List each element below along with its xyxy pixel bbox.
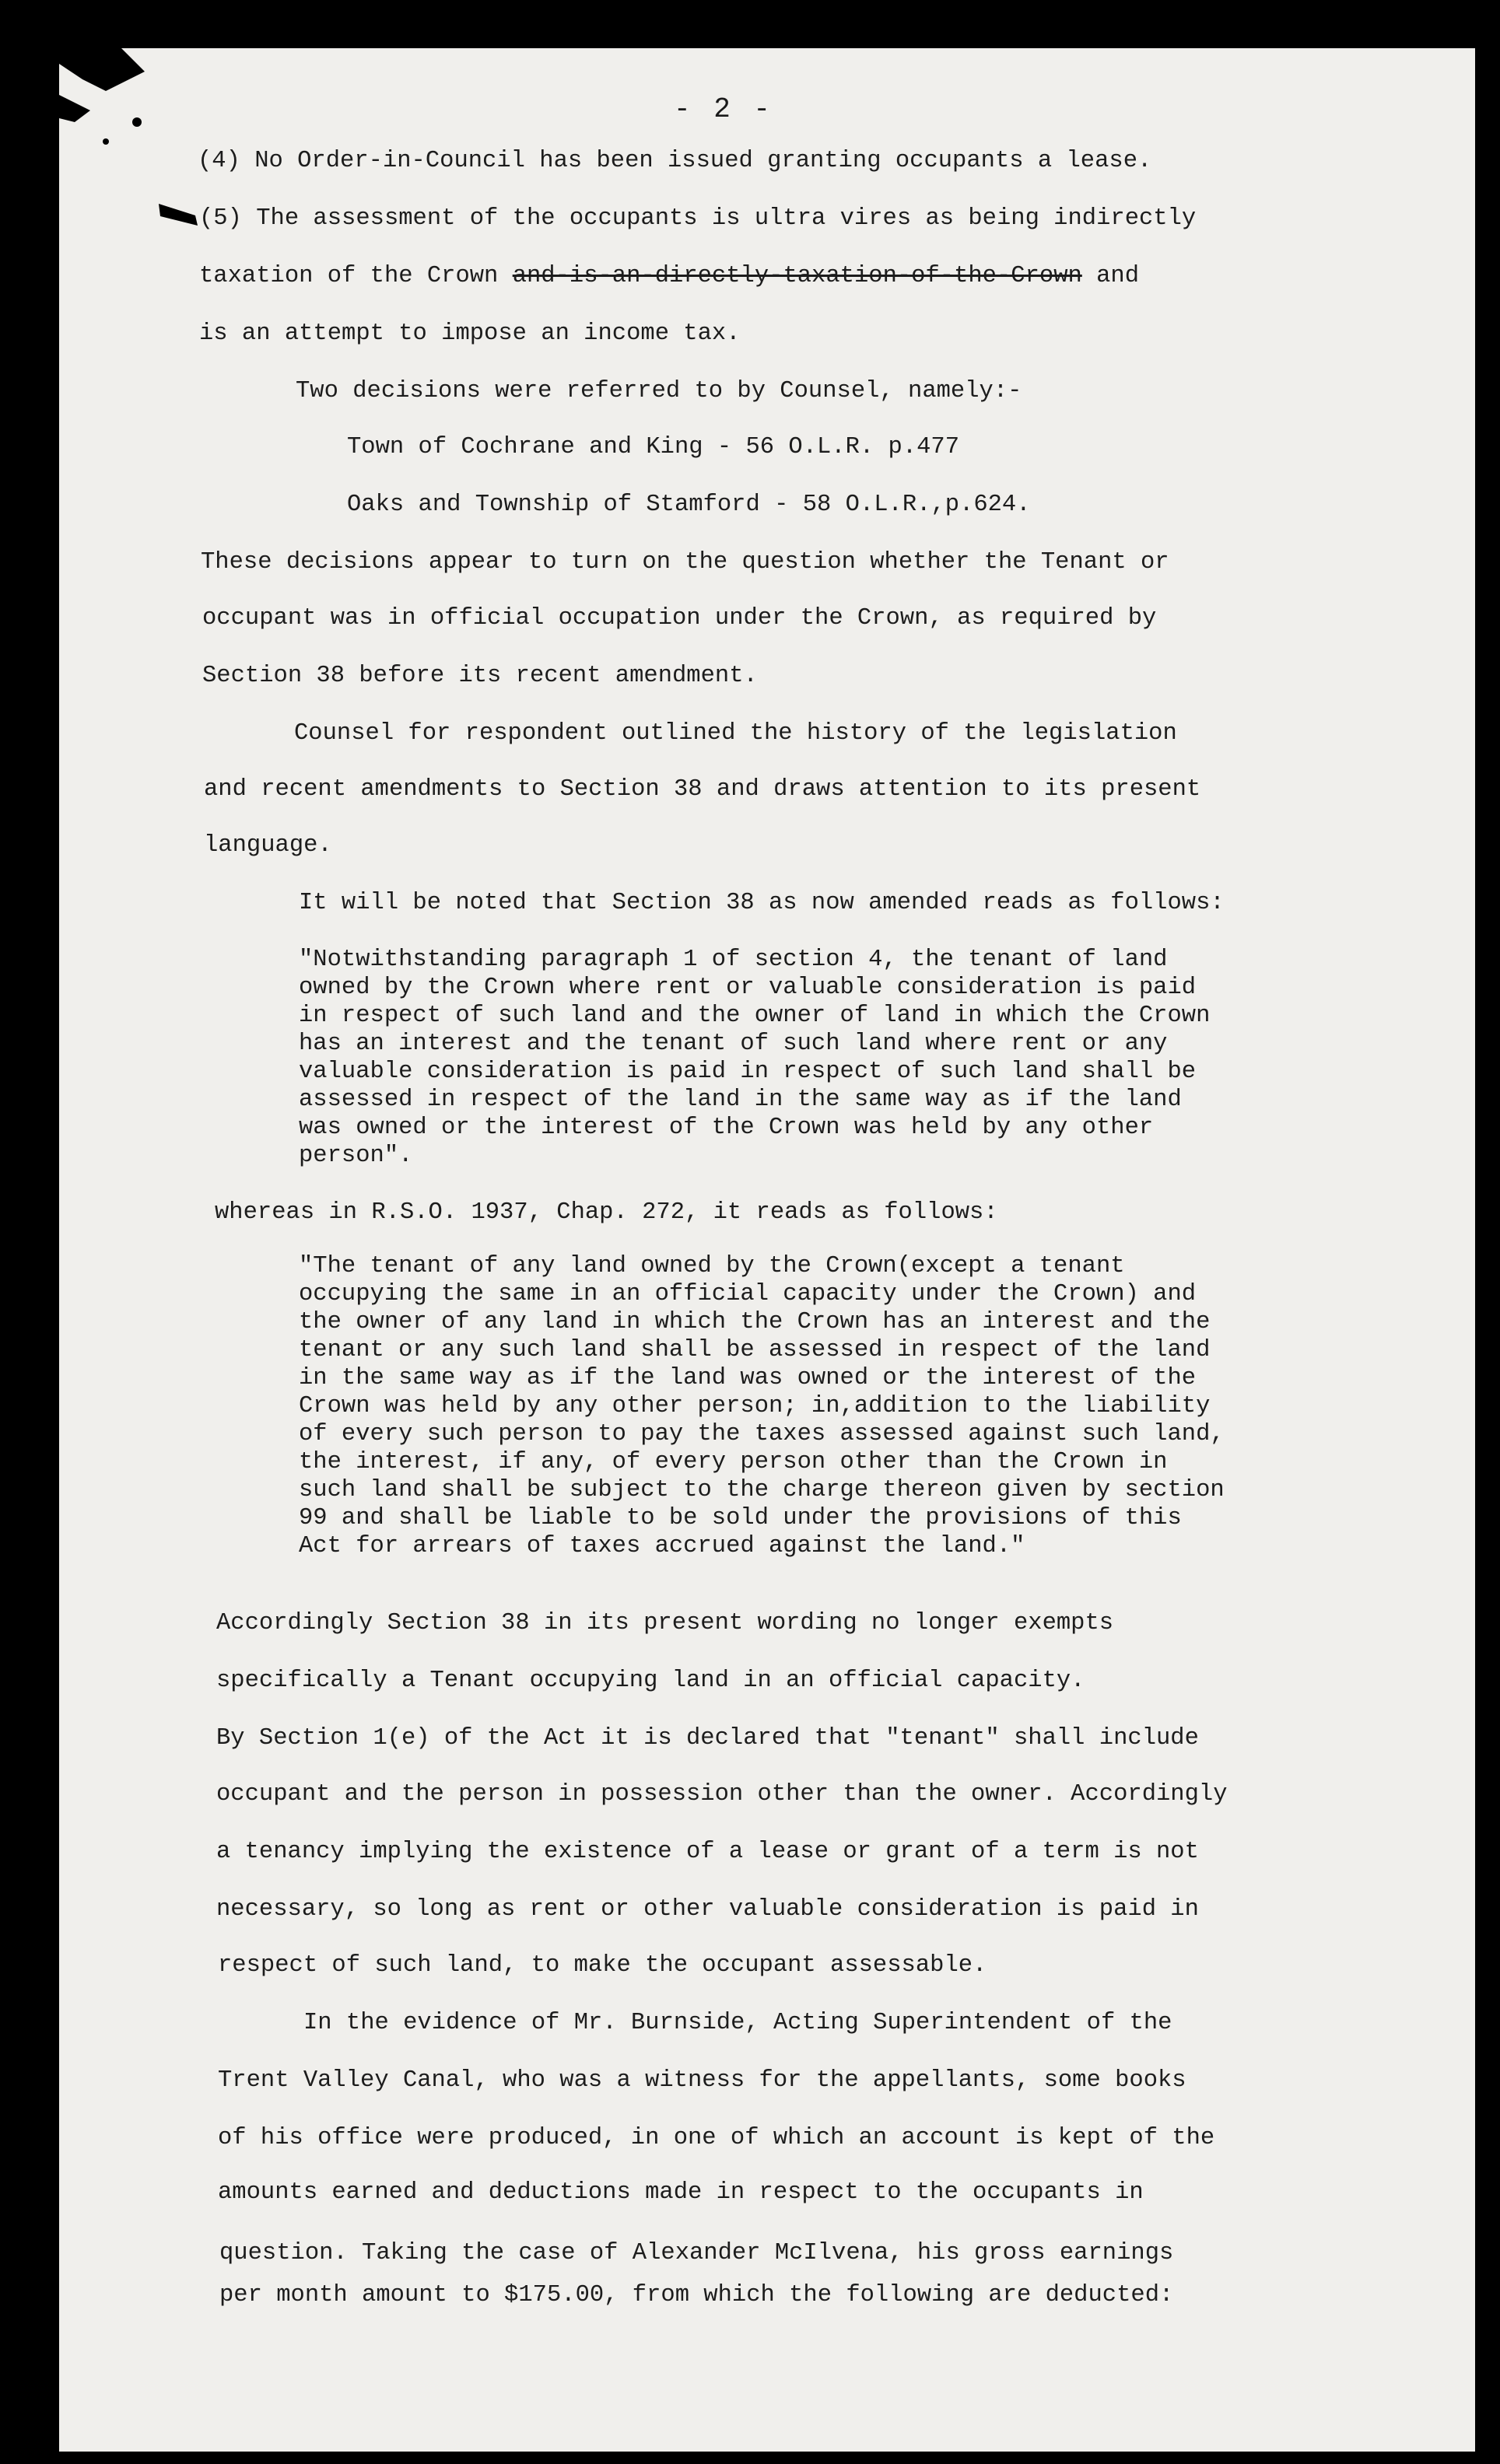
text-line: specifically a Tenant occupying land in an official capacity.	[216, 1668, 1085, 1694]
page-number: - 2 -	[674, 93, 774, 125]
text-line: Two decisions were referred to by Counsel, namely:-	[296, 378, 1022, 404]
text-line: whereas in R.S.O. 1937, Chap. 272, it reads as follows:	[215, 1199, 998, 1226]
text-line: It will be noted that Section 38 as now amended reads as follows:	[299, 890, 1225, 916]
text-line: question. Taking the case of Alexander McIlvena, his gross earnings	[219, 2240, 1174, 2266]
quoted-statute-amended: "Notwithstanding paragraph 1 of section 4, the tenant of land owned by the Crown where rent or valuable consideration is paid in respect of such land and the owner of land in which the Crown has an interest and the tenant of such land where rent or any valuable consideration is paid in respect of such land shall be assessed in respect of the land in the same way as if the land was owned or the interest of the Crown was held by any other person".	[299, 947, 1211, 1169]
text-line: and recent amendments to Section 38 and draws attention to its present	[204, 776, 1201, 803]
torn-corner-mark	[59, 48, 215, 227]
text-segment: taxation of the Crown	[199, 263, 499, 289]
document-page	[59, 48, 1475, 2452]
citation: Oaks and Township of Stamford - 58 O.L.R.,p.624.	[347, 492, 1031, 518]
text-line: These decisions appear to turn on the question whether the Tenant or	[201, 549, 1169, 576]
text-line: (5) The assessment of the occupants is ultra vires as being indirectly	[199, 205, 1197, 232]
text-line: respect of such land, to make the occupant assessable.	[218, 1952, 987, 1979]
text-line: Accordingly Section 38 in its present wording no longer exempts	[216, 1610, 1114, 1636]
text-line: occupant was in official occupation under the Crown, as required by	[202, 605, 1157, 632]
citation: Town of Cochrane and King - 56 O.L.R. p.477	[347, 434, 960, 460]
quoted-statute-original: "The tenant of any land owned by the Crown(except a tenant occupying the same in an official capacity under the Crown) and the owner of any land in which the Crown has an interest and the tenant or any such land shall be assessed in respect of the land in the same way as if the land was owned or the interest of the Crown was held by any other person; in,addition to the liability of every such person to pay the taxes assessed against such land, the interest, if any, of every person other than the Crown in such land shall be subject to the charge thereon given by section 99 and shall be liable to be sold under the provisions of this Act for arrears of taxes accrued against the land."	[299, 1253, 1225, 1559]
struck-text: and-is-an-directly-taxation-of-the-Crown	[512, 263, 1082, 289]
text-line: per month amount to $175.00, from which the following are deducted:	[219, 2282, 1174, 2308]
text-line: In the evidence of Mr. Burnside, Acting Superintendent of the	[303, 2010, 1172, 2036]
text-line: (4) No Order-in-Council has been issued granting occupants a lease.	[198, 148, 1152, 174]
text-line: a tenancy implying the existence of a lease or grant of a term is not	[216, 1839, 1199, 1865]
text-line: language.	[204, 832, 332, 859]
text-line: Section 38 before its recent amendment.	[202, 663, 758, 689]
text-line: amounts earned and deductions made in respect to the occupants in	[218, 2179, 1144, 2206]
text-line: occupant and the person in possession other than the owner. Accordingly	[216, 1781, 1228, 1808]
text-line: of his office were produced, in one of which an account is kept of the	[218, 2125, 1215, 2151]
text-line: necessary, so long as rent or other valuable consideration is paid in	[216, 1896, 1199, 1923]
text-line-struck	[199, 263, 1139, 289]
text-line: By Section 1(e) of the Act it is declared that "tenant" shall include	[216, 1725, 1199, 1752]
text-line: is an attempt to impose an income tax.	[199, 320, 741, 347]
text-segment: and	[1096, 263, 1140, 289]
text-line: Trent Valley Canal, who was a witness for the appellants, some books	[218, 2067, 1186, 2094]
text-line: Counsel for respondent outlined the history of the legislation	[294, 720, 1177, 747]
